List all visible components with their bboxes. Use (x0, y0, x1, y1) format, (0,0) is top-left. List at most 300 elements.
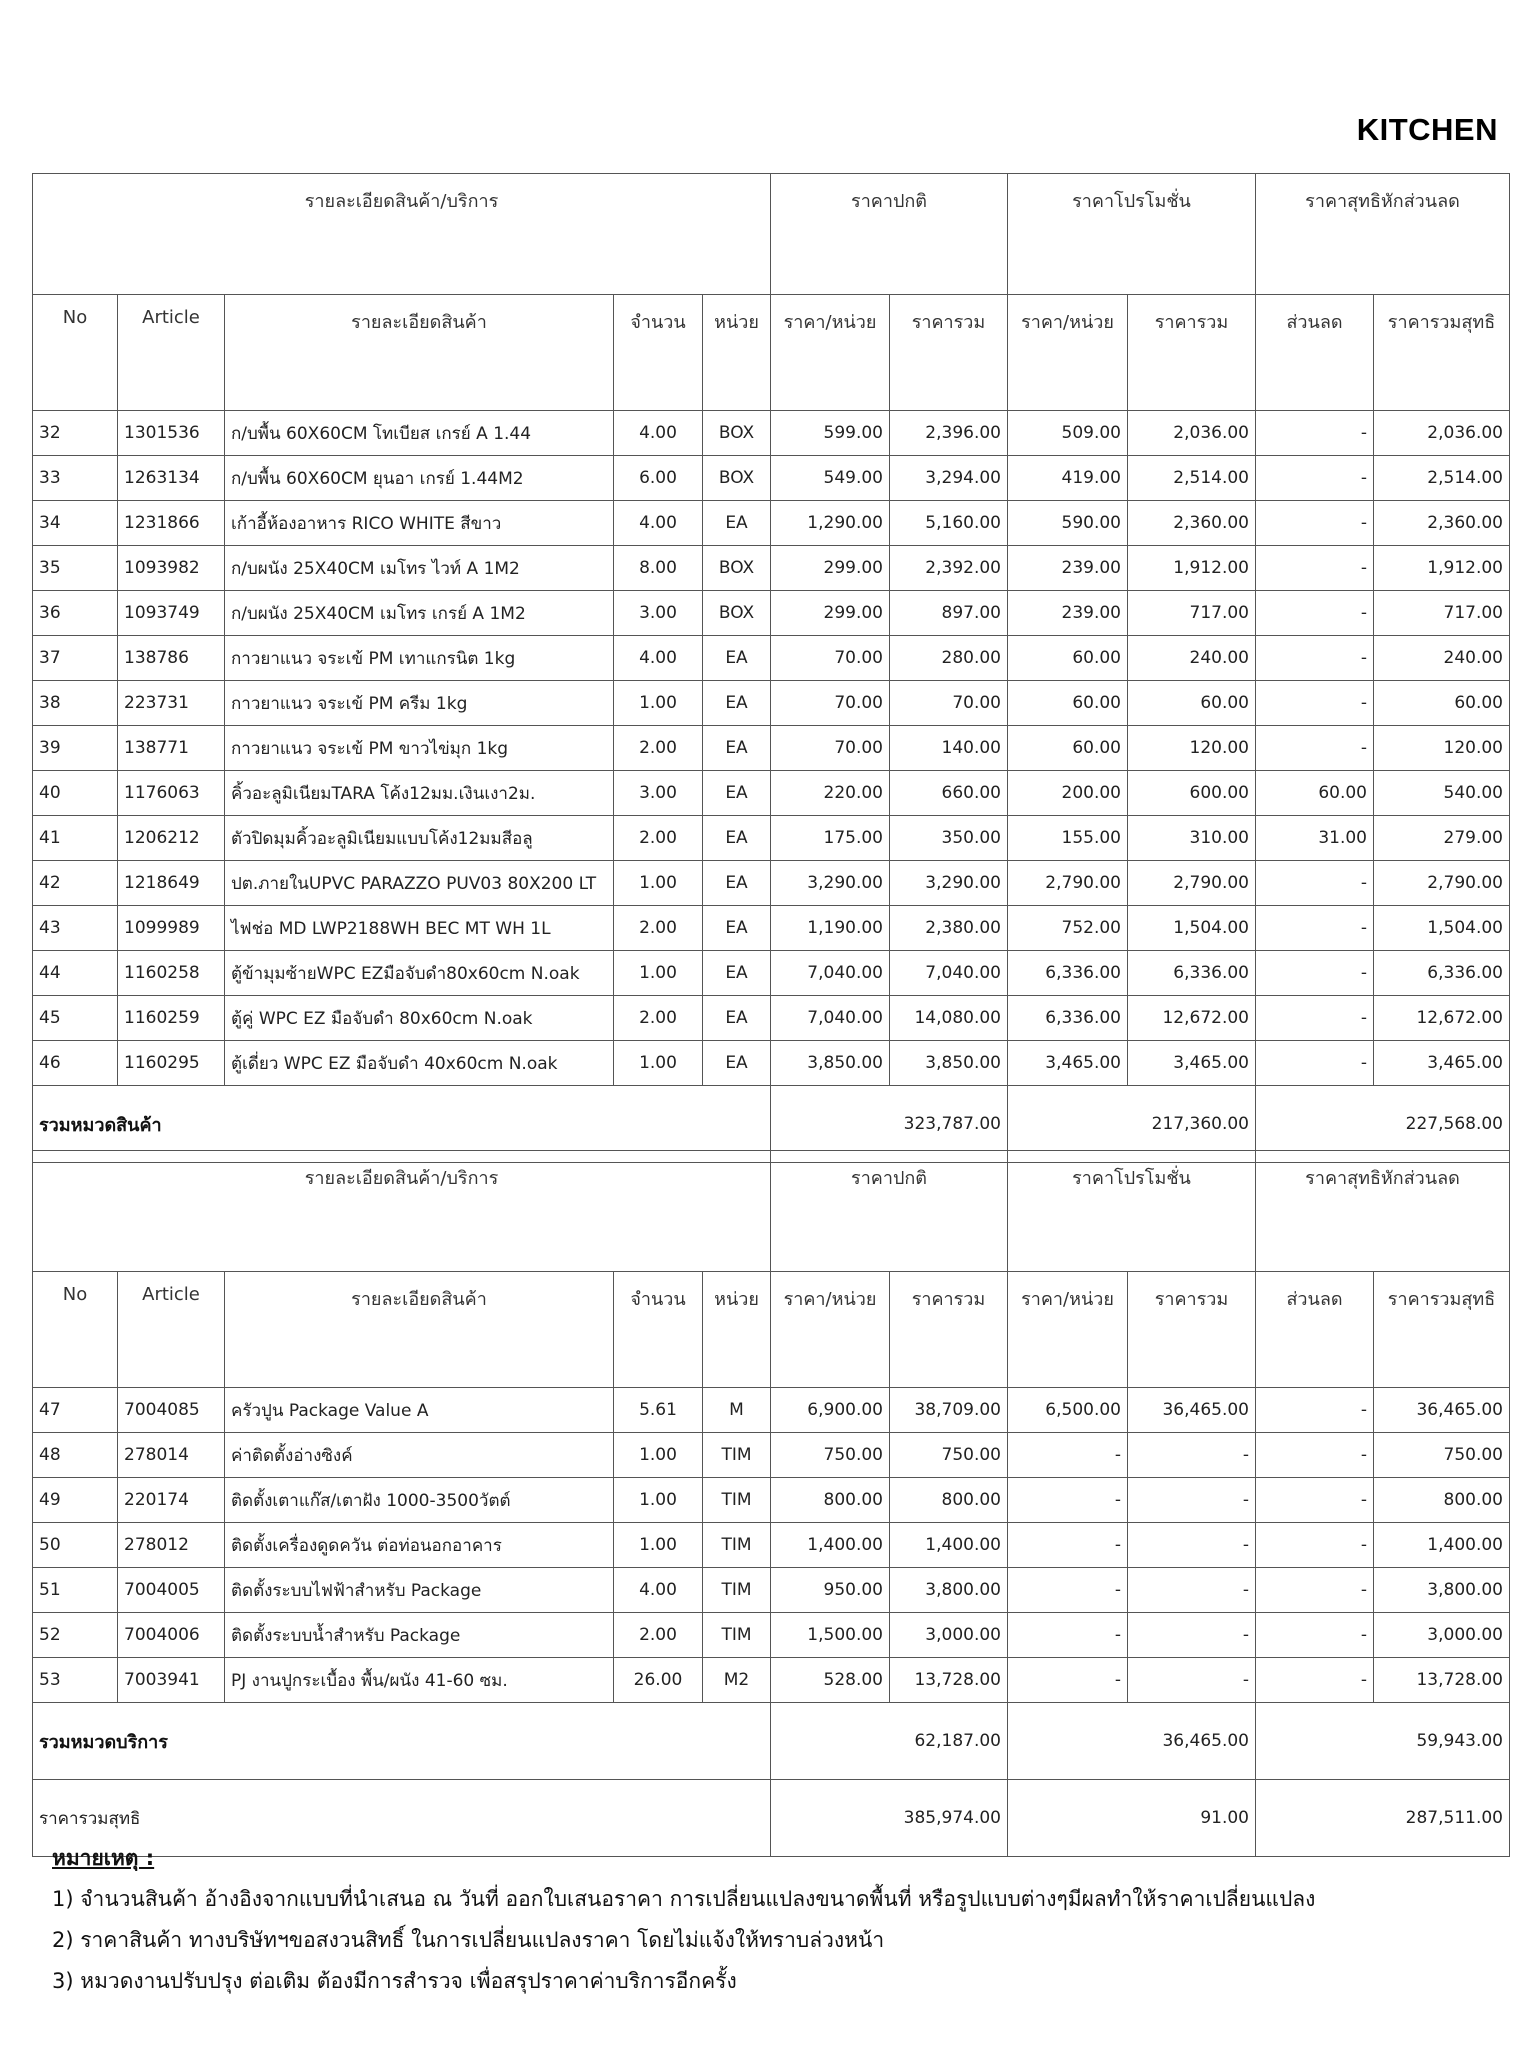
row-promo-unit-price: 590.00 (1008, 501, 1128, 546)
row-no: 33 (33, 456, 118, 501)
table-row (33, 1433, 1510, 1478)
table-row (33, 501, 1510, 546)
row-description: ติดตั้งระบบไฟฟ้าสำหรับ Package (225, 1568, 614, 1613)
row-net-total: 800.00 (1374, 1478, 1510, 1523)
row-description: ไฟช่อ MD LWP2188WH BEC MT WH 1L (225, 906, 614, 951)
row-discount: - (1256, 1523, 1374, 1568)
row-article: 7004005 (118, 1568, 225, 1613)
row-promo-unit-price: 200.00 (1008, 771, 1128, 816)
products-total-promo: 217,360.00 (1008, 1086, 1256, 1163)
row-description: ครัวปูน Package Value A (225, 1388, 614, 1433)
row-discount: - (1256, 456, 1374, 501)
row-total: 660.00 (890, 771, 1008, 816)
row-article: 1093982 (118, 546, 225, 591)
header-quantity: จำนวน (614, 295, 703, 411)
row-description: ตู้เดี่ยว WPC EZ มือจับดำ 40x60cm N.oak (225, 1041, 614, 1086)
row-no: 47 (33, 1388, 118, 1433)
row-unit-price: 3,850.00 (771, 1041, 890, 1086)
row-total: 280.00 (890, 636, 1008, 681)
header-discount: ส่วนลด (1256, 1272, 1374, 1388)
services-table (32, 1150, 1510, 1857)
row-quantity: 3.00 (614, 591, 703, 636)
header-discount: ส่วนลด (1256, 295, 1374, 411)
header-promo-price: ราคาโปรโมชั่น (1008, 1151, 1256, 1272)
row-unit-price: 1,500.00 (771, 1613, 890, 1658)
row-total: 38,709.00 (890, 1388, 1008, 1433)
row-discount: - (1256, 1658, 1374, 1703)
row-no: 34 (33, 501, 118, 546)
row-quantity: 1.00 (614, 681, 703, 726)
table-row (33, 1041, 1510, 1086)
row-unit: EA (703, 951, 771, 996)
row-total: 13,728.00 (890, 1658, 1008, 1703)
row-total: 897.00 (890, 591, 1008, 636)
table-row (33, 1388, 1510, 1433)
row-promo-unit-price: 3,465.00 (1008, 1041, 1128, 1086)
row-promo-unit-price: 60.00 (1008, 636, 1128, 681)
row-article: 1160295 (118, 1041, 225, 1086)
row-unit-price: 6,900.00 (771, 1388, 890, 1433)
header-promo-price: ราคาโปรโมชั่น (1008, 174, 1256, 295)
row-unit: EA (703, 726, 771, 771)
row-net-total: 1,400.00 (1374, 1523, 1510, 1568)
row-no: 52 (33, 1613, 118, 1658)
row-description: กาวยาแนว จระเข้ PM ครีม 1kg (225, 681, 614, 726)
row-promo-total: - (1128, 1523, 1256, 1568)
row-total: 1,400.00 (890, 1523, 1008, 1568)
row-promo-unit-price: - (1008, 1523, 1128, 1568)
row-description: กาวยาแนว จระเข้ PM ขาวไข่มุก 1kg (225, 726, 614, 771)
row-total: 3,850.00 (890, 1041, 1008, 1086)
row-promo-unit-price: 752.00 (1008, 906, 1128, 951)
row-quantity: 2.00 (614, 906, 703, 951)
row-discount: 60.00 (1256, 771, 1374, 816)
row-promo-total: 2,360.00 (1128, 501, 1256, 546)
row-promo-total: 717.00 (1128, 591, 1256, 636)
row-unit: BOX (703, 591, 771, 636)
row-discount: - (1256, 996, 1374, 1041)
row-discount: - (1256, 1041, 1374, 1086)
table-row (33, 1658, 1510, 1703)
row-no: 48 (33, 1433, 118, 1478)
row-no: 42 (33, 861, 118, 906)
row-promo-total: - (1128, 1658, 1256, 1703)
row-net-total: 2,790.00 (1374, 861, 1510, 906)
row-quantity: 4.00 (614, 636, 703, 681)
table-row (33, 681, 1510, 726)
header-description-group: รายละเอียดสินค้า/บริการ (33, 1151, 771, 1272)
row-unit: TIM (703, 1433, 771, 1478)
row-total: 3,000.00 (890, 1613, 1008, 1658)
table-row (33, 591, 1510, 636)
header-promo-unit-price: ราคา/หน่วย (1008, 295, 1128, 411)
header-regular-price: ราคาปกติ (771, 174, 1008, 295)
row-net-total: 6,336.00 (1374, 951, 1510, 996)
row-description: ก/บพื้น 60X60CM โทเบียส เกรย์ A 1.44 (225, 411, 614, 456)
row-discount: - (1256, 636, 1374, 681)
row-unit: EA (703, 681, 771, 726)
row-discount: - (1256, 861, 1374, 906)
header-net-total: ราคารวมสุทธิ (1374, 295, 1510, 411)
row-article: 1160258 (118, 951, 225, 996)
row-no: 39 (33, 726, 118, 771)
row-promo-unit-price: 6,500.00 (1008, 1388, 1128, 1433)
table-row (33, 951, 1510, 996)
row-article: 1093749 (118, 591, 225, 636)
row-discount: - (1256, 726, 1374, 771)
table-row (33, 771, 1510, 816)
row-quantity: 4.00 (614, 501, 703, 546)
row-promo-total: 60.00 (1128, 681, 1256, 726)
header-article: Article (118, 1272, 225, 1388)
header-promo-total: ราคารวม (1128, 295, 1256, 411)
row-promo-unit-price: 60.00 (1008, 681, 1128, 726)
row-no: 51 (33, 1568, 118, 1613)
row-net-total: 3,000.00 (1374, 1613, 1510, 1658)
row-total: 3,800.00 (890, 1568, 1008, 1613)
row-no: 45 (33, 996, 118, 1041)
page-title: KITCHEN (1356, 112, 1498, 147)
row-quantity: 4.00 (614, 1568, 703, 1613)
table-row (33, 906, 1510, 951)
row-unit-price: 549.00 (771, 456, 890, 501)
row-quantity: 1.00 (614, 951, 703, 996)
row-article: 223731 (118, 681, 225, 726)
row-net-total: 240.00 (1374, 636, 1510, 681)
row-no: 44 (33, 951, 118, 996)
row-promo-unit-price: 509.00 (1008, 411, 1128, 456)
row-unit-price: 7,040.00 (771, 996, 890, 1041)
row-net-total: 540.00 (1374, 771, 1510, 816)
row-unit-price: 7,040.00 (771, 951, 890, 996)
row-description: ค่าติดตั้งอ่างซิงค์ (225, 1433, 614, 1478)
row-unit-price: 175.00 (771, 816, 890, 861)
row-description: ก/บผนัง 25X40CM เมโทร ไวท์ A 1M2 (225, 546, 614, 591)
services-total-label: รวมหมวดบริการ (33, 1703, 771, 1780)
row-no: 37 (33, 636, 118, 681)
grand-total-net: 287,511.00 (1256, 1780, 1510, 1857)
row-unit-price: 70.00 (771, 726, 890, 771)
row-quantity: 1.00 (614, 861, 703, 906)
table-row (33, 1613, 1510, 1658)
row-promo-total: 240.00 (1128, 636, 1256, 681)
note-item: 3) หมวดงานปรับปรุง ต่อเติม ต้องมีการสำรวจ เพื่อสรุปราคาค่าบริการอีกครั้ง (52, 1969, 737, 1993)
table-row (33, 1478, 1510, 1523)
row-promo-total: 310.00 (1128, 816, 1256, 861)
row-article: 7004006 (118, 1613, 225, 1658)
row-no: 38 (33, 681, 118, 726)
products-total-net: 227,568.00 (1256, 1086, 1510, 1163)
row-unit-price: 1,400.00 (771, 1523, 890, 1568)
row-article: 7004085 (118, 1388, 225, 1433)
row-net-total: 2,514.00 (1374, 456, 1510, 501)
services-total-promo: 36,465.00 (1008, 1703, 1256, 1780)
header-promo-unit-price: ราคา/หน่วย (1008, 1272, 1128, 1388)
services-total-row (33, 1703, 1510, 1780)
row-no: 41 (33, 816, 118, 861)
row-promo-total: 3,465.00 (1128, 1041, 1256, 1086)
row-no: 36 (33, 591, 118, 636)
row-quantity: 8.00 (614, 546, 703, 591)
row-no: 50 (33, 1523, 118, 1568)
row-promo-unit-price: - (1008, 1433, 1128, 1478)
row-unit: EA (703, 1041, 771, 1086)
row-promo-unit-price: 239.00 (1008, 591, 1128, 636)
row-unit: EA (703, 771, 771, 816)
row-promo-total: - (1128, 1433, 1256, 1478)
services-total-net: 59,943.00 (1256, 1703, 1510, 1780)
row-promo-total: 12,672.00 (1128, 996, 1256, 1041)
row-quantity: 4.00 (614, 411, 703, 456)
row-quantity: 26.00 (614, 1658, 703, 1703)
row-description: คิ้วอะลูมิเนียมTARA โค้ง12มม.เงินเงา2ม. (225, 771, 614, 816)
row-promo-unit-price: - (1008, 1478, 1128, 1523)
row-total: 2,380.00 (890, 906, 1008, 951)
row-discount: - (1256, 951, 1374, 996)
header-description: รายละเอียดสินค้า (225, 1272, 614, 1388)
table-row (33, 861, 1510, 906)
row-total: 350.00 (890, 816, 1008, 861)
row-total: 3,294.00 (890, 456, 1008, 501)
table-row (33, 996, 1510, 1041)
row-unit-price: 3,290.00 (771, 861, 890, 906)
table-row (33, 546, 1510, 591)
row-net-total: 717.00 (1374, 591, 1510, 636)
row-unit-price: 1,290.00 (771, 501, 890, 546)
row-description: ตู้ข้ามุมซ้ายWPC EZมือจับดำ80x60cm N.oak (225, 951, 614, 996)
header-total: ราคารวม (890, 295, 1008, 411)
table-row (33, 636, 1510, 681)
row-net-total: 279.00 (1374, 816, 1510, 861)
row-unit-price: 1,190.00 (771, 906, 890, 951)
row-promo-unit-price: 155.00 (1008, 816, 1128, 861)
row-discount: - (1256, 1568, 1374, 1613)
header-regular-price: ราคาปกติ (771, 1151, 1008, 1272)
header-description: รายละเอียดสินค้า (225, 295, 614, 411)
row-unit-price: 220.00 (771, 771, 890, 816)
row-no: 46 (33, 1041, 118, 1086)
header-no: No (33, 295, 118, 411)
row-no: 43 (33, 906, 118, 951)
row-promo-unit-price: 2,790.00 (1008, 861, 1128, 906)
row-promo-unit-price: - (1008, 1568, 1128, 1613)
row-description: กาวยาแนว จระเข้ PM เทาแกรนิต 1kg (225, 636, 614, 681)
row-net-total: 750.00 (1374, 1433, 1510, 1478)
header-net-total: ราคารวมสุทธิ (1374, 1272, 1510, 1388)
header-unit: หน่วย (703, 1272, 771, 1388)
row-description: ตัวปิดมุมคิ้วอะลูมิเนียมแบบโค้ง12มมสีอลู (225, 816, 614, 861)
products-total-label: รวมหมวดสินค้า (33, 1086, 771, 1163)
row-article: 7003941 (118, 1658, 225, 1703)
row-quantity: 1.00 (614, 1041, 703, 1086)
row-discount: - (1256, 546, 1374, 591)
row-unit: TIM (703, 1568, 771, 1613)
row-unit: M (703, 1388, 771, 1433)
row-unit-price: 299.00 (771, 591, 890, 636)
row-article: 138786 (118, 636, 225, 681)
row-unit-price: 299.00 (771, 546, 890, 591)
row-discount: - (1256, 1478, 1374, 1523)
row-discount: - (1256, 906, 1374, 951)
products-table (32, 173, 1510, 1163)
row-net-total: 13,728.00 (1374, 1658, 1510, 1703)
row-discount: - (1256, 501, 1374, 546)
row-discount: 31.00 (1256, 816, 1374, 861)
table-row (33, 1523, 1510, 1568)
header-description-group: รายละเอียดสินค้า/บริการ (33, 174, 771, 295)
row-promo-total: 120.00 (1128, 726, 1256, 771)
row-description: ก/บผนัง 25X40CM เมโทร เกรย์ A 1M2 (225, 591, 614, 636)
table-row (33, 816, 1510, 861)
row-total: 140.00 (890, 726, 1008, 771)
grand-total-label: ราคารวมสุทธิ (33, 1780, 771, 1857)
row-unit: BOX (703, 546, 771, 591)
row-promo-unit-price: - (1008, 1613, 1128, 1658)
row-article: 1231866 (118, 501, 225, 546)
header-total: ราคารวม (890, 1272, 1008, 1388)
row-promo-total: 36,465.00 (1128, 1388, 1256, 1433)
row-discount: - (1256, 591, 1374, 636)
grand-total-regular: 385,974.00 (771, 1780, 1008, 1857)
row-article: 1263134 (118, 456, 225, 501)
header-unit-price: ราคา/หน่วย (771, 1272, 890, 1388)
row-unit: BOX (703, 411, 771, 456)
row-net-total: 36,465.00 (1374, 1388, 1510, 1433)
row-unit: EA (703, 636, 771, 681)
row-promo-total: - (1128, 1478, 1256, 1523)
note-item: 1) จำนวนสินค้า อ้างอิงจากแบบที่นำเสนอ ณ วันที่ ออกใบเสนอราคา การเปลี่ยนแปลงขนาดพื้นที่ หรือรูปแบบต่างๆมีผลทำให้ราคาเปลี่ยนแปลง (52, 1887, 1316, 1911)
row-promo-total: - (1128, 1613, 1256, 1658)
row-article: 1206212 (118, 816, 225, 861)
row-promo-unit-price: 239.00 (1008, 546, 1128, 591)
row-unit-price: 950.00 (771, 1568, 890, 1613)
row-article: 220174 (118, 1478, 225, 1523)
row-promo-unit-price: - (1008, 1658, 1128, 1703)
row-description: ก/บพื้น 60X60CM ยุนอา เกรย์ 1.44M2 (225, 456, 614, 501)
row-no: 49 (33, 1478, 118, 1523)
row-no: 40 (33, 771, 118, 816)
row-promo-total: 1,504.00 (1128, 906, 1256, 951)
row-net-total: 1,912.00 (1374, 546, 1510, 591)
products-total-regular: 323,787.00 (771, 1086, 1008, 1163)
header-promo-total: ราคารวม (1128, 1272, 1256, 1388)
row-promo-total: 2,514.00 (1128, 456, 1256, 501)
row-unit-price: 599.00 (771, 411, 890, 456)
row-article: 1160259 (118, 996, 225, 1041)
header-unit: หน่วย (703, 295, 771, 411)
row-total: 14,080.00 (890, 996, 1008, 1041)
header-unit-price: ราคา/หน่วย (771, 295, 890, 411)
row-net-total: 1,504.00 (1374, 906, 1510, 951)
row-description: ตู้คู่ WPC EZ มือจับดำ 80x60cm N.oak (225, 996, 614, 1041)
row-unit-price: 750.00 (771, 1433, 890, 1478)
row-unit: TIM (703, 1523, 771, 1568)
note-item: 2) ราคาสินค้า ทางบริษัทฯขอสงวนสิทธิ์ ในการเปลี่ยนแปลงราคา โดยไม่แจ้งให้ทราบล่วงหน้า (52, 1928, 885, 1952)
row-quantity: 1.00 (614, 1433, 703, 1478)
row-quantity: 2.00 (614, 1613, 703, 1658)
header-net-price: ราคาสุทธิหักส่วนลด (1256, 174, 1510, 295)
row-promo-total: 1,912.00 (1128, 546, 1256, 591)
row-net-total: 2,036.00 (1374, 411, 1510, 456)
row-unit: EA (703, 861, 771, 906)
row-net-total: 12,672.00 (1374, 996, 1510, 1041)
row-article: 278012 (118, 1523, 225, 1568)
table-row (33, 1568, 1510, 1613)
row-promo-unit-price: 419.00 (1008, 456, 1128, 501)
row-unit: TIM (703, 1478, 771, 1523)
row-net-total: 120.00 (1374, 726, 1510, 771)
row-discount: - (1256, 1613, 1374, 1658)
header-no: No (33, 1272, 118, 1388)
row-article: 138771 (118, 726, 225, 771)
row-total: 3,290.00 (890, 861, 1008, 906)
row-unit: TIM (703, 1613, 771, 1658)
row-total: 750.00 (890, 1433, 1008, 1478)
table-row (33, 456, 1510, 501)
row-no: 53 (33, 1658, 118, 1703)
row-total: 2,396.00 (890, 411, 1008, 456)
table-row (33, 726, 1510, 771)
row-total: 70.00 (890, 681, 1008, 726)
row-article: 278014 (118, 1433, 225, 1478)
row-quantity: 3.00 (614, 771, 703, 816)
row-article: 1176063 (118, 771, 225, 816)
row-promo-unit-price: 60.00 (1008, 726, 1128, 771)
row-total: 5,160.00 (890, 501, 1008, 546)
row-net-total: 60.00 (1374, 681, 1510, 726)
row-quantity: 1.00 (614, 1523, 703, 1568)
row-quantity: 6.00 (614, 456, 703, 501)
row-description: ติดตั้งเตาแก๊ส/เตาฝัง 1000-3500วัตต์ (225, 1478, 614, 1523)
row-net-total: 3,800.00 (1374, 1568, 1510, 1613)
header-article: Article (118, 295, 225, 411)
row-unit: BOX (703, 456, 771, 501)
row-no: 32 (33, 411, 118, 456)
services-total-regular: 62,187.00 (771, 1703, 1008, 1780)
row-unit-price: 528.00 (771, 1658, 890, 1703)
row-unit: EA (703, 816, 771, 861)
header-net-price: ราคาสุทธิหักส่วนลด (1256, 1151, 1510, 1272)
row-promo-total: 2,036.00 (1128, 411, 1256, 456)
row-discount: - (1256, 1388, 1374, 1433)
row-promo-total: - (1128, 1568, 1256, 1613)
grand-total-promo: 91.00 (1008, 1780, 1256, 1857)
row-description: ติดตั้งระบบน้ำสำหรับ Package (225, 1613, 614, 1658)
header-quantity: จำนวน (614, 1272, 703, 1388)
row-article: 1099989 (118, 906, 225, 951)
row-article: 1301536 (118, 411, 225, 456)
row-quantity: 2.00 (614, 996, 703, 1041)
row-promo-unit-price: 6,336.00 (1008, 951, 1128, 996)
row-quantity: 2.00 (614, 816, 703, 861)
row-promo-total: 2,790.00 (1128, 861, 1256, 906)
notes-title: หมายเหตุ : (52, 1846, 155, 1870)
row-quantity: 5.61 (614, 1388, 703, 1433)
table-row (33, 411, 1510, 456)
row-total: 800.00 (890, 1478, 1008, 1523)
row-description: ติดตั้งเครื่องดูดควัน ต่อท่อนอกอาคาร (225, 1523, 614, 1568)
row-net-total: 2,360.00 (1374, 501, 1510, 546)
notes-section (52, 1838, 1315, 2002)
row-description: ปต.ภายในUPVC PARAZZO PUV03 80X200 LT (225, 861, 614, 906)
row-quantity: 1.00 (614, 1478, 703, 1523)
row-unit: EA (703, 501, 771, 546)
row-unit-price: 70.00 (771, 681, 890, 726)
row-unit: EA (703, 906, 771, 951)
row-description: PJ งานปูกระเบื้อง พื้น/ผนัง 41-60 ซม. (225, 1658, 614, 1703)
row-no: 35 (33, 546, 118, 591)
row-promo-total: 600.00 (1128, 771, 1256, 816)
